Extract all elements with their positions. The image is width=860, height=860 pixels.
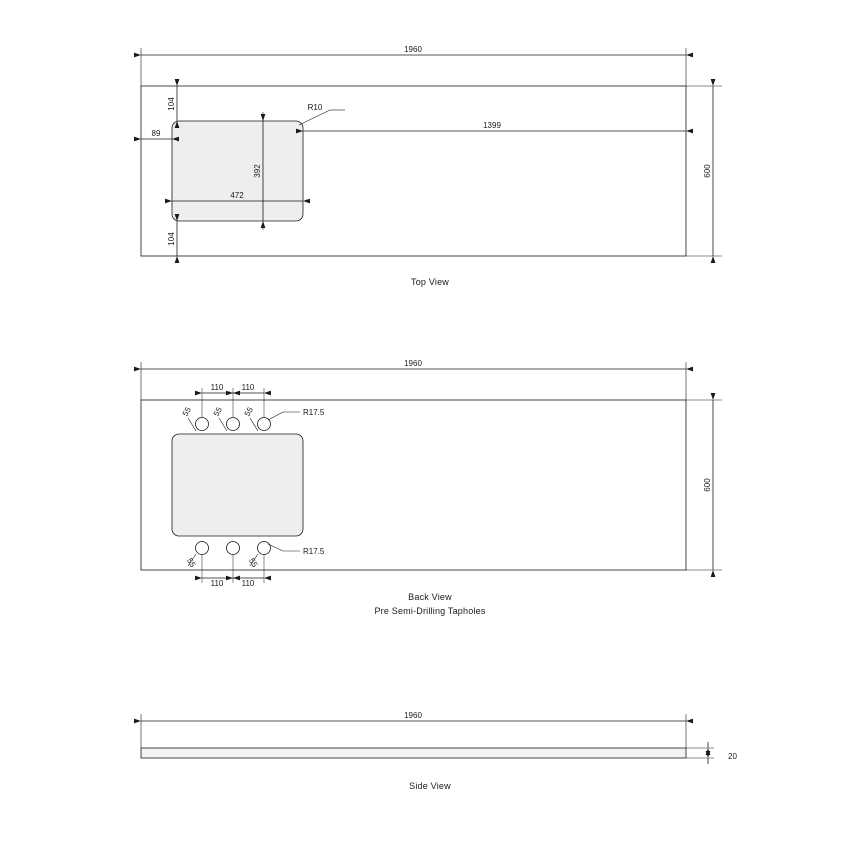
dim-back-overall-length: 1960 xyxy=(404,359,422,368)
dim-top-corner-radius: R10 xyxy=(307,103,323,112)
back-view-group xyxy=(141,362,722,583)
side-view-caption: Side View xyxy=(409,781,451,791)
dim-top-cutout-width: 472 xyxy=(230,191,244,200)
dim-side-overall-length: 1960 xyxy=(404,711,422,720)
dim-top-overall-depth: 600 xyxy=(703,164,712,178)
taphole xyxy=(258,542,271,555)
taphole xyxy=(196,418,209,431)
dim-back-taphole-edge-top-1: 55 xyxy=(180,405,193,418)
dim-back-taphole-radius-bottom: R17.5 xyxy=(303,547,325,556)
dim-side-thickness: 20 xyxy=(728,752,737,761)
dim-back-taphole-spacing-bottom-2: 110 xyxy=(241,579,255,588)
taphole xyxy=(227,418,240,431)
back-view-caption: Back View xyxy=(408,592,452,602)
taphole xyxy=(227,542,240,555)
dim-back-taphole-spacing-bottom-1: 110 xyxy=(210,579,224,588)
taphole xyxy=(196,542,209,555)
side-view-panel xyxy=(141,748,686,758)
top-view-group xyxy=(141,48,722,256)
dim-back-taphole-edge-top-3: 55 xyxy=(242,405,255,418)
side-view-group xyxy=(141,714,714,764)
back-view-note: Pre Semi-Drilling Tapholes xyxy=(374,606,486,616)
dim-top-cutout-top-offset: 104 xyxy=(167,97,176,111)
top-view-caption: Top View xyxy=(411,277,449,287)
dim-back-taphole-edge-bottom-2: 55 xyxy=(247,556,260,569)
dim-back-taphole-edge-bottom-1: 55 xyxy=(185,556,198,569)
dim-top-cutout-bottom-offset: 104 xyxy=(167,232,176,246)
back-view-cutout xyxy=(172,434,303,536)
dim-back-taphole-edge-top-2: 55 xyxy=(211,405,224,418)
top-view-cutout xyxy=(172,121,303,221)
dim-top-overall-length: 1960 xyxy=(404,45,422,54)
dim-top-cutout-left-offset: 89 xyxy=(151,129,161,138)
dim-back-taphole-spacing-top-2: 110 xyxy=(241,383,255,392)
dim-back-overall-depth: 600 xyxy=(703,478,712,492)
dim-top-right-offset: 1399 xyxy=(483,121,501,130)
dim-top-cutout-height: 392 xyxy=(253,164,262,178)
dim-back-taphole-radius-top: R17.5 xyxy=(303,408,325,417)
dim-back-taphole-spacing-top-1: 110 xyxy=(210,383,224,392)
